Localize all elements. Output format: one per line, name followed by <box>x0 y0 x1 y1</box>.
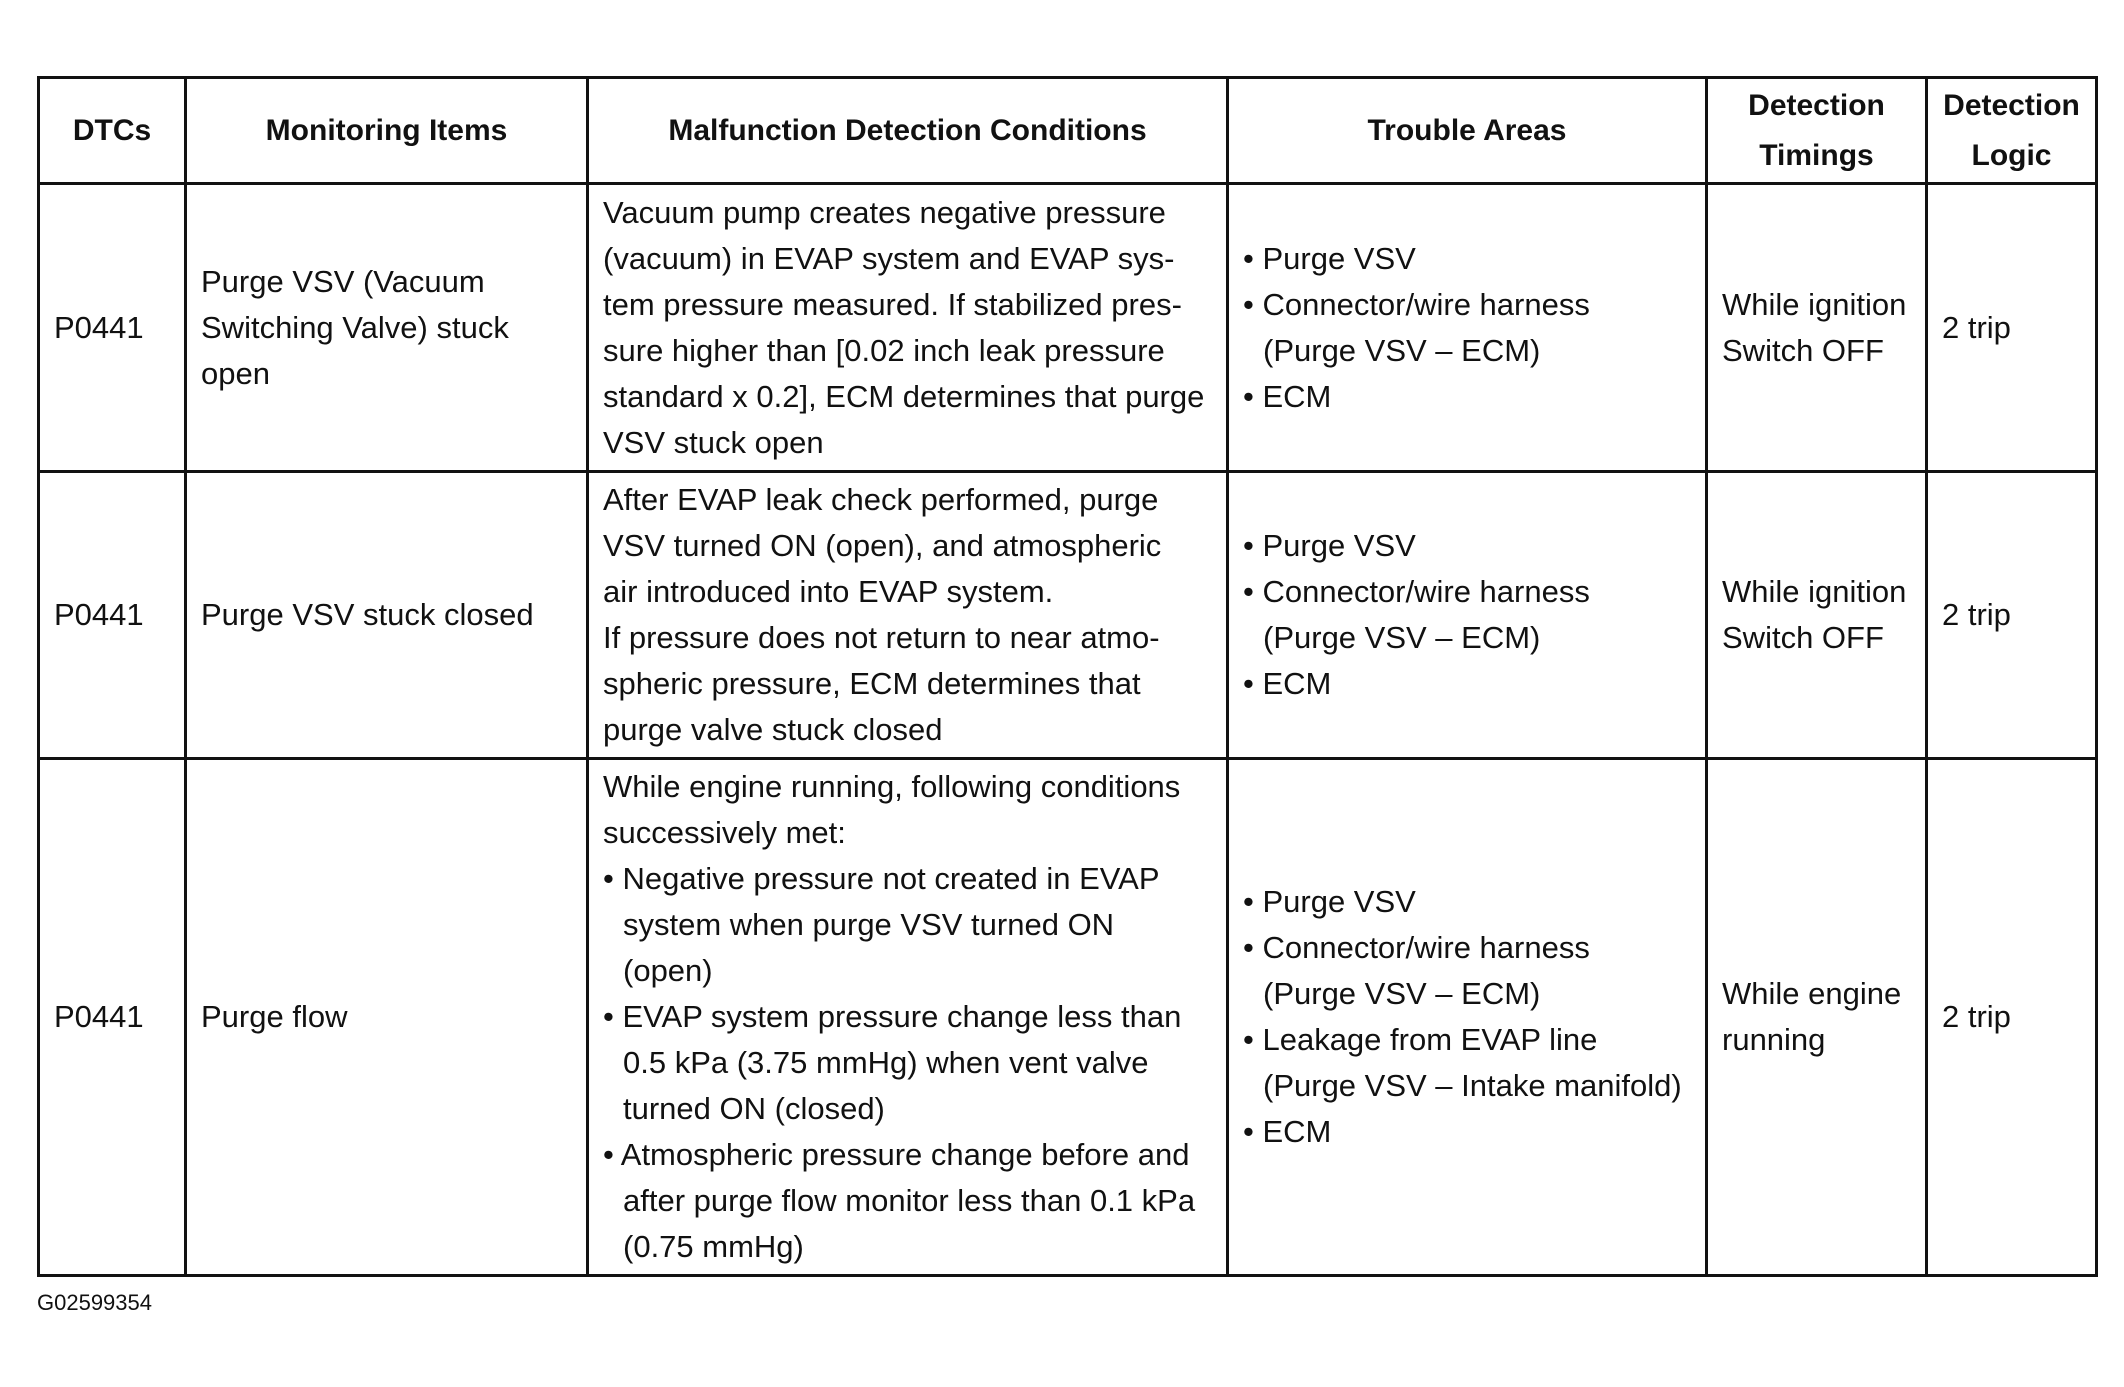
header-conditions: Malfunction Detection Conditions <box>588 78 1228 184</box>
cell-dtc: P0441 <box>39 472 186 759</box>
condition-line: While engine running, following conditions <box>603 769 1181 804</box>
header-trouble-areas: Trouble Areas <box>1228 78 1707 184</box>
header-dtcs: DTCs <box>39 78 186 184</box>
condition-line: purge valve stuck closed <box>603 712 943 747</box>
dtc-table <box>37 76 2098 1277</box>
cell-detection-timing: While engine running <box>1707 759 1927 1276</box>
cell-trouble-areas <box>1228 759 1707 1276</box>
trouble-area-item: • Connector/wire harness <box>1243 286 1590 322</box>
cell-trouble-areas <box>1228 472 1707 759</box>
cell-monitoring-item: Purge flow <box>186 759 588 1276</box>
cell-detection-logic: 2 trip <box>1927 184 2097 472</box>
trouble-area-item: • Leakage from EVAP line <box>1243 1022 1598 1057</box>
trouble-area-subitem: (Purge VSV – ECM) <box>1263 332 1541 368</box>
header-logic-line2: Logic <box>1971 138 2052 172</box>
cell-detection-logic: 2 trip <box>1927 472 2097 759</box>
condition-line: VSV stuck open <box>603 424 824 460</box>
cell-dtc: P0441 <box>39 759 186 1276</box>
condition-line: Vacuum pump creates negative pressure <box>603 194 1166 230</box>
cell-detection-timing: While ignition Switch OFF <box>1707 184 1927 472</box>
condition-line: (vacuum) in EVAP system and EVAP sys- <box>603 240 1175 276</box>
trouble-area-item: • ECM <box>1243 1114 1332 1149</box>
trouble-area-item: • ECM <box>1243 666 1332 701</box>
cell-conditions <box>588 759 1228 1276</box>
condition-line: sure higher than [0.02 inch leak pressure <box>603 332 1165 368</box>
trouble-area-item: • Connector/wire harness <box>1243 574 1590 609</box>
cell-conditions <box>588 472 1228 759</box>
figure-id-caption: G02599354 <box>37 1290 152 1315</box>
cell-detection-logic: 2 trip <box>1927 759 2097 1276</box>
trouble-area-item: • ECM <box>1243 378 1332 414</box>
header-detection-timings <box>1707 78 1927 184</box>
header-timings-line1: Detection <box>1748 88 1885 122</box>
header-timings-line2: Timings <box>1759 138 1874 172</box>
trouble-area-item: • Purge VSV <box>1243 240 1416 276</box>
condition-bullet: • Negative pressure not created in EVAP system when purge VSV turned ON (open) <box>603 861 1159 988</box>
trouble-area-item: • Purge VSV <box>1243 884 1416 919</box>
header-detection-logic <box>1927 78 2097 184</box>
trouble-area-item: • Purge VSV <box>1243 528 1416 563</box>
trouble-area-subitem: (Purge VSV – ECM) <box>1263 976 1541 1011</box>
cell-monitoring-item: Purge VSV (Vacuum Switching Valve) stuck open <box>186 184 588 472</box>
cell-conditions <box>588 184 1228 472</box>
condition-line: air introduced into EVAP system. <box>603 574 1054 609</box>
condition-bullet: • Atmospheric pressure change before and after purge flow monitor less than 0.1 kPa (0.75 mmHg) <box>603 1137 1196 1264</box>
trouble-area-subitem: (Purge VSV – ECM) <box>1263 620 1541 655</box>
condition-line: If pressure does not return to near atmo- <box>603 620 1160 655</box>
table-row <box>39 759 2097 1276</box>
condition-line: successively met: <box>603 815 846 850</box>
trouble-area-subitem: (Purge VSV – Intake manifold) <box>1263 1068 1682 1103</box>
dtc-table-container <box>37 76 2095 1277</box>
table-row <box>39 472 2097 759</box>
cell-detection-timing: While ignition Switch OFF <box>1707 472 1927 759</box>
cell-monitoring-item: Purge VSV stuck closed <box>186 472 588 759</box>
cell-dtc: P0441 <box>39 184 186 472</box>
table-header-row <box>39 78 2097 184</box>
header-monitoring-items: Monitoring Items <box>186 78 588 184</box>
cell-trouble-areas <box>1228 184 1707 472</box>
condition-line: tem pressure measured. If stabilized pres- <box>603 286 1182 322</box>
condition-line: spheric pressure, ECM determines that <box>603 666 1141 701</box>
condition-line: After EVAP leak check performed, purge <box>603 482 1159 517</box>
table-row <box>39 184 2097 472</box>
trouble-area-item: • Connector/wire harness <box>1243 930 1590 965</box>
condition-line: standard x 0.2], ECM determines that purge <box>603 378 1205 414</box>
header-logic-line1: Detection <box>1943 88 2080 122</box>
condition-bullet: • EVAP system pressure change less than 0.5 kPa (3.75 mmHg) when vent valve turned ON (closed) <box>603 999 1182 1126</box>
condition-line: VSV turned ON (open), and atmospheric <box>603 528 1162 563</box>
